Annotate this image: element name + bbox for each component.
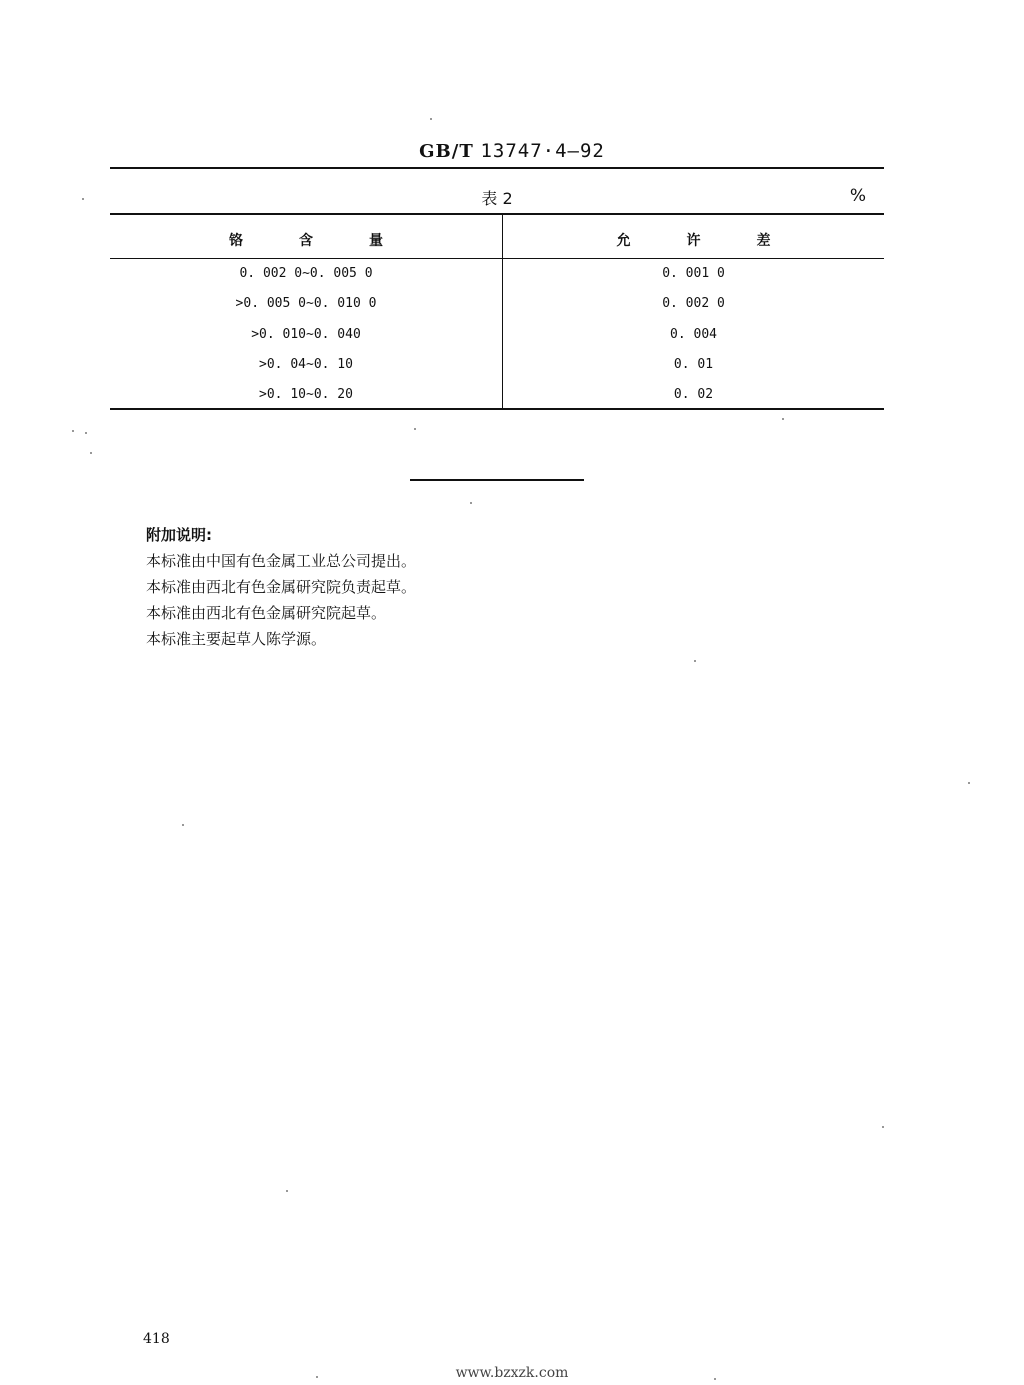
column-header-tolerance [503, 230, 884, 250]
table-caption-row [110, 186, 884, 210]
scan-speck [882, 1126, 884, 1128]
standard-header [0, 140, 1024, 162]
table-cell-content: >0. 005 0~0. 010 0 [235, 296, 377, 311]
notes-title: 附加说明: [146, 526, 212, 544]
column-header-char: 量 [369, 233, 383, 249]
table-title: 表 2 [481, 189, 513, 208]
scan-speck [85, 432, 87, 434]
end-separator-rule [410, 479, 584, 481]
column-header-char: 允 [616, 233, 631, 249]
table-cell-tolerance: 0. 004 [670, 327, 717, 342]
table-bottom-rule [110, 408, 884, 410]
table-cell-tolerance: 0. 01 [673, 357, 714, 372]
standard-number: 13747·4—92 [480, 140, 605, 162]
notes-line: 本标准由西北有色金属研究院负责起草。 [146, 578, 417, 596]
scan-speck [316, 1376, 318, 1378]
column-header-char: 含 [299, 233, 313, 249]
scan-speck [286, 1190, 288, 1192]
table-cell-content: >0. 04~0. 10 [259, 357, 353, 372]
header-rule [110, 167, 884, 169]
page-number: 418 [143, 1331, 170, 1347]
notes-line: 本标准主要起草人陈学源。 [146, 630, 327, 648]
additional-notes [146, 522, 416, 652]
column-header-char: 许 [686, 233, 701, 249]
table-cell-tolerance: 0. 002 0 [662, 296, 725, 311]
table-header-rule [110, 258, 884, 259]
column-header-char: 差 [756, 233, 771, 249]
scan-speck [414, 428, 416, 430]
scan-speck [968, 782, 970, 784]
scan-speck [72, 430, 74, 432]
scan-speck [694, 660, 696, 662]
table-cell-content: >0. 10~0. 20 [259, 387, 353, 402]
scan-speck [782, 418, 784, 420]
table-cell-tolerance: 0. 001 0 [662, 266, 725, 281]
notes-line: 本标准由西北有色金属研究院起草。 [146, 604, 387, 622]
table-top-rule [110, 213, 884, 215]
table-cell-content: >0. 010~0. 040 [251, 327, 361, 342]
notes-line: 本标准由中国有色金属工业总公司提出。 [146, 552, 417, 570]
column-header-content [110, 230, 502, 250]
scan-speck [82, 198, 84, 200]
scan-speck [470, 502, 472, 504]
scan-speck [182, 824, 184, 826]
standard-code: GB/T [419, 141, 474, 162]
table-cell-tolerance: 0. 02 [673, 387, 714, 402]
scan-speck [714, 1378, 716, 1380]
footer-url: www.bzxzk.com [455, 1365, 569, 1381]
column-header-char: 铬 [229, 233, 243, 249]
scan-speck [90, 452, 92, 454]
table-cell-content: 0. 002 0~0. 005 0 [239, 266, 373, 281]
scan-speck [430, 118, 432, 120]
table-unit: % [849, 186, 866, 206]
